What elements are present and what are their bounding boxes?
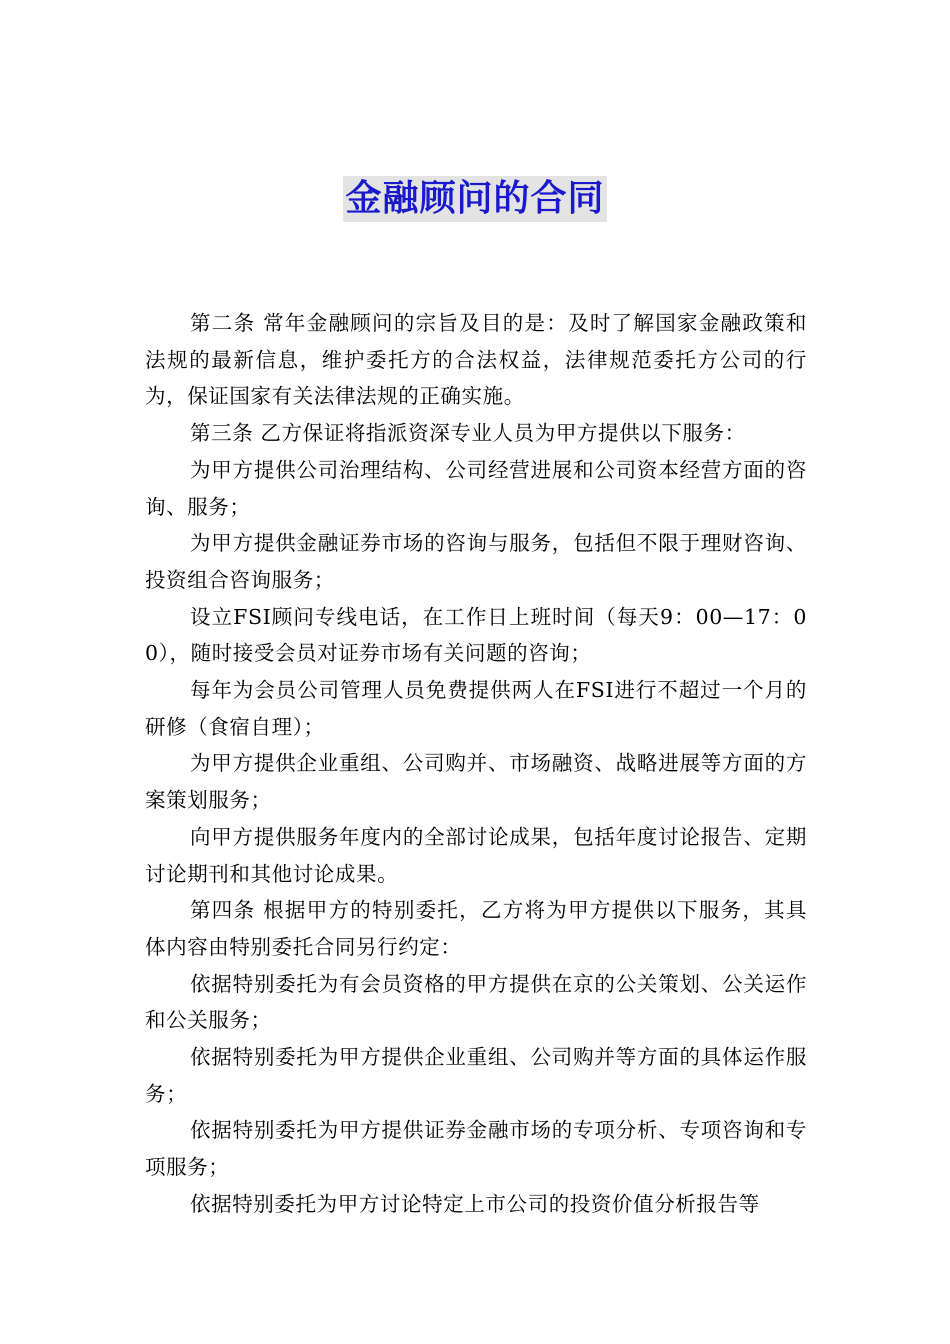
paragraph-service-item: 每年为会员公司管理人员免费提供两人在FSI进行不超过一个月的研修（食宿自理）； — [145, 678, 807, 739]
document-title: 金融顾问的合同 — [343, 176, 606, 222]
paragraph-service-item: 为甲方提供金融证券市场的咨询与服务，包括但不限于理财咨询、投资组合咨询服务； — [145, 531, 807, 592]
paragraph-special-item: 依据特别委托为有会员资格的甲方提供在京的公关策划、公关运作和公关服务； — [145, 971, 807, 1033]
paragraph-service-item: 为甲方提供企业重组、公司购并、市场融资、战略进展等方面的方案策划服务； — [145, 751, 807, 813]
paragraph-article-3: 第三条 乙方保证将指派资深专业人员为甲方提供以下服务： — [190, 421, 746, 446]
paragraph-special-item: 依据特别委托为甲方提供证券金融市场的专项分析、专项咨询和专项服务； — [145, 1118, 807, 1180]
paragraph-article-4: 第四条 根据甲方的特别委托，乙方将为甲方提供以下服务，其具体内容由特别委托合同另行约定： — [145, 898, 807, 959]
paragraph-special-item: 依据特别委托为甲方提供企业重组、公司购并等方面的具体运作服务； — [145, 1045, 807, 1106]
document-body — [145, 305, 807, 1223]
paragraph-service-item: 设立FSI顾问专线电话，在工作日上班时间（每天9：00—17：00），随时接受会员对证券市场有关问题的咨询； — [145, 604, 807, 666]
paragraph-service-item: 向甲方提供服务年度内的全部讨论成果，包括年度讨论报告、定期讨论期刊和其他讨论成果。 — [145, 824, 807, 886]
title-container — [0, 176, 950, 222]
paragraph-article-2: 第二条 常年金融顾问的宗旨及目的是：及时了解国家金融政策和法规的最新信息，维护委托方的合法权益，法律规范委托方公司的行为，保证国家有关法律法规的正确实施。 — [145, 311, 807, 409]
paragraph-special-item: 依据特别委托为甲方讨论特定上市公司的投资价值分析报告等 — [190, 1191, 760, 1216]
paragraph-service-item: 为甲方提供公司治理结构、公司经营进展和公司资本经营方面的咨询、服务； — [145, 457, 807, 519]
